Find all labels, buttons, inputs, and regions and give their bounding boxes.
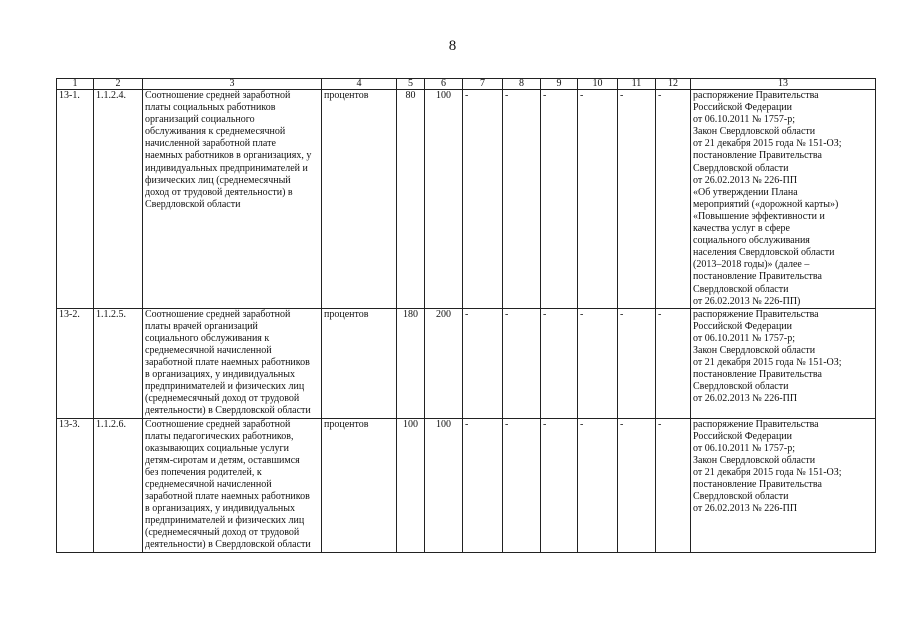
- column-header: 2: [94, 79, 143, 90]
- indicator-name-line: социального обслуживания к: [145, 332, 270, 344]
- legal-basis-line: от 26.02.2013 № 226-ПП: [693, 174, 798, 186]
- legal-basis-line: Российской Федерации: [693, 102, 793, 114]
- value-col-9: -: [541, 90, 578, 309]
- legal-basis-cell: [691, 418, 876, 552]
- table-row: [57, 418, 876, 552]
- column-header: 9: [541, 79, 578, 90]
- legal-basis-cell: [691, 308, 876, 418]
- legal-basis-line: Закон Свердловской области: [693, 344, 816, 356]
- legal-basis-line: от 21 декабря 2015 года № 151-ОЗ;: [693, 357, 842, 369]
- value-col-6: 200: [425, 308, 463, 418]
- indicator-name-line: в организациях, у индивидуальных: [145, 503, 295, 515]
- row-number: 13-3.: [57, 418, 94, 552]
- legal-basis-line: распоряжение Правительства: [693, 418, 819, 430]
- value-col-12: -: [656, 308, 691, 418]
- indicator-name-line: Соотношение средней заработной: [145, 308, 291, 320]
- indicator-name-line: Свердловской области: [145, 198, 241, 210]
- column-header: 6: [425, 79, 463, 90]
- column-header: 12: [656, 79, 691, 90]
- legal-basis-line: от 06.10.2011 № 1757-р;: [693, 442, 796, 454]
- legal-basis-cell: [691, 90, 876, 309]
- indicator-name-line: платы педагогических работников,: [145, 430, 294, 442]
- value-col-6: 100: [425, 90, 463, 309]
- value-col-11: -: [618, 418, 656, 552]
- indicator-name-line: деятельности) в Свердловской области: [145, 539, 311, 551]
- legal-basis-line: от 26.02.2013 № 226-ПП): [693, 295, 801, 307]
- legal-basis-line: Свердловской области: [693, 162, 789, 174]
- legal-basis-line: постановление Правительства: [693, 271, 822, 283]
- indicator-name-line: физических лиц (среднемесячный: [145, 174, 291, 186]
- legal-basis-line: «Повышение эффективности и: [693, 210, 825, 222]
- indicator-name-line: среднемесячной начисленной: [145, 479, 272, 490]
- value-col-7: -: [463, 308, 503, 418]
- value-col-9: -: [541, 418, 578, 552]
- legal-basis-line: постановление Правительства: [693, 479, 822, 490]
- row-code: 1.1.2.4.: [94, 90, 143, 309]
- table-row: [57, 90, 876, 309]
- column-header: 8: [503, 79, 541, 90]
- indicator-name-line: в организациях, у индивидуальных: [145, 369, 295, 381]
- value-col-11: -: [618, 90, 656, 309]
- column-header: 13: [691, 79, 876, 90]
- legal-basis-line: Свердловской области: [693, 283, 789, 295]
- value-col-12: -: [656, 418, 691, 552]
- value-col-5: 100: [397, 418, 425, 552]
- value-col-12: -: [656, 90, 691, 309]
- legal-basis-line: от 21 декабря 2015 года № 151-ОЗ;: [693, 138, 842, 150]
- column-header: 1: [57, 79, 94, 90]
- value-col-10: -: [578, 90, 618, 309]
- page-number: 8: [448, 38, 457, 54]
- value-col-7: -: [463, 418, 503, 552]
- column-header: 11: [618, 79, 656, 90]
- indicator-name-cell: [143, 418, 322, 552]
- indicator-name-line: (среднемесячный доход от трудовой: [145, 393, 300, 405]
- unit-cell: процентов: [322, 90, 397, 309]
- legal-basis-line: постановление Правительства: [693, 369, 822, 381]
- unit-cell: процентов: [322, 308, 397, 418]
- indicators-table: [56, 78, 876, 553]
- indicator-name-line: предпринимателей и физических лиц: [145, 381, 305, 393]
- legal-basis-line: распоряжение Правительства: [693, 90, 819, 101]
- indicator-name-line: Соотношение средней заработной: [145, 90, 291, 101]
- row-code: 1.1.2.6.: [94, 418, 143, 552]
- indicator-name-line: платы врачей организаций: [145, 320, 258, 332]
- value-col-5: 180: [397, 308, 425, 418]
- value-col-7: -: [463, 90, 503, 309]
- column-header: 4: [322, 79, 397, 90]
- value-col-8: -: [503, 308, 541, 418]
- indicator-name-line: предпринимателей и физических лиц: [145, 515, 305, 527]
- legal-basis-line: Российской Федерации: [693, 430, 793, 442]
- legal-basis-line: Закон Свердловской области: [693, 126, 816, 138]
- legal-basis-line: Закон Свердловской области: [693, 454, 816, 466]
- indicator-name-line: организаций социального: [145, 114, 255, 126]
- legal-basis-line: качества услуг в сфере: [693, 223, 790, 235]
- legal-basis-line: социального обслуживания: [693, 235, 810, 247]
- legal-basis-line: мероприятий («дорожной карты»): [693, 198, 839, 210]
- legal-basis-line: (2013–2018 годы)» (далее –: [693, 259, 810, 271]
- row-code: 1.1.2.5.: [94, 308, 143, 418]
- legal-basis-line: Свердловской области: [693, 491, 789, 503]
- indicator-name-line: наемных работников в организациях, у: [145, 150, 312, 162]
- column-header: 3: [143, 79, 322, 90]
- indicator-name-cell: [143, 90, 322, 309]
- indicator-name-line: оказывающих социальные услуги: [145, 442, 289, 454]
- row-number: 13-1.: [57, 90, 94, 309]
- unit-cell: процентов: [322, 418, 397, 552]
- table-row: [57, 308, 876, 418]
- value-col-6: 100: [425, 418, 463, 552]
- column-header: 10: [578, 79, 618, 90]
- column-header: 5: [397, 79, 425, 90]
- legal-basis-line: от 26.02.2013 № 226-ПП: [693, 393, 798, 405]
- legal-basis-line: населения Свердловской области: [693, 247, 835, 259]
- indicator-name-line: заработной плате наемных работников: [145, 357, 310, 369]
- legal-basis-line: от 06.10.2011 № 1757-р;: [693, 332, 796, 344]
- legal-basis-line: от 26.02.2013 № 226-ПП: [693, 503, 798, 515]
- value-col-8: -: [503, 418, 541, 552]
- column-header: 7: [463, 79, 503, 90]
- indicator-name-line: детям-сиротам и детям, оставшимся: [145, 454, 300, 466]
- indicator-name-line: начисленной заработной плате: [145, 138, 276, 150]
- indicator-name-line: без попечения родителей, к: [145, 466, 262, 478]
- legal-basis-line: Российской Федерации: [693, 320, 793, 332]
- legal-basis-line: от 06.10.2011 № 1757-р;: [693, 114, 796, 126]
- indicator-name-line: среднемесячной начисленной: [145, 344, 272, 356]
- indicator-name-line: заработной плате наемных работников: [145, 491, 310, 503]
- value-col-11: -: [618, 308, 656, 418]
- row-number: 13-2.: [57, 308, 94, 418]
- legal-basis-line: распоряжение Правительства: [693, 308, 819, 320]
- indicator-name-line: деятельности) в Свердловской области: [145, 405, 311, 417]
- indicator-name-line: доход от трудовой деятельности) в: [145, 186, 293, 198]
- value-col-10: -: [578, 418, 618, 552]
- header-row: [57, 79, 876, 90]
- indicator-name-line: индивидуальных предпринимателей и: [145, 162, 308, 174]
- indicator-name-cell: [143, 308, 322, 418]
- indicator-name-line: обслуживания к среднемесячной: [145, 126, 286, 138]
- value-col-8: -: [503, 90, 541, 309]
- legal-basis-line: от 21 декабря 2015 года № 151-ОЗ;: [693, 466, 842, 478]
- legal-basis-line: постановление Правительства: [693, 150, 822, 162]
- indicator-name-line: платы социальных работников: [145, 102, 276, 114]
- indicator-name-line: Соотношение средней заработной: [145, 418, 291, 430]
- value-col-5: 80: [397, 90, 425, 309]
- table-body: [57, 90, 876, 553]
- indicator-name-line: (среднемесячный доход от трудовой: [145, 527, 300, 539]
- legal-basis-line: Свердловской области: [693, 381, 789, 393]
- value-col-9: -: [541, 308, 578, 418]
- value-col-10: -: [578, 308, 618, 418]
- legal-basis-line: «Об утверждении Плана: [693, 186, 798, 198]
